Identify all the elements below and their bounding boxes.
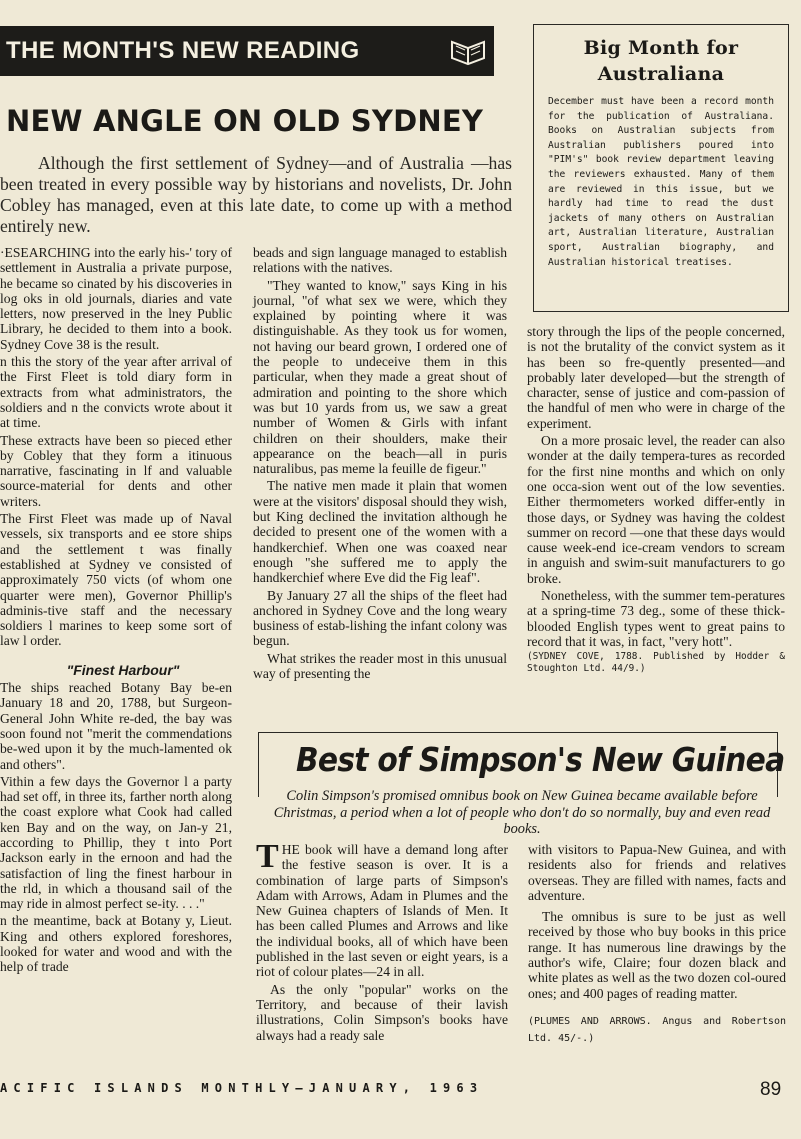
banner-title: THE MONTH'S NEW READING: [6, 37, 360, 64]
paragraph: story through the lips of the people concerned, is not the brutality of the convict system as it has been so fre-quently presented—and probably later developed—but the strength of character, sense of justice and com-passion of the handful of men who were in charge of the experiment.: [527, 324, 785, 431]
paragraph: By January 27 all the ships of the fleet had anchored in Sydney Cove and the long weary business of estab-lishing the infant colony was begun.: [253, 587, 507, 649]
paragraph: These extracts have been so pieced ether by Cobley that they form a itinuous narrative, fascinating in lf and valuable source-material for dents and other writers.: [0, 432, 232, 509]
page-number: 89: [760, 1079, 782, 1100]
paragraph: with visitors to Papua-New Guinea, and with residents also for friends and relatives overseas. They are filled with names, facts and adventure.: [528, 842, 786, 903]
paragraph: What strikes the reader most in this unusual way of presenting the: [253, 650, 507, 682]
paragraph: The ships reached Botany Bay be-en January 18 and 20, 1788, but Surgeon-General John White re-ded, the bay was soon found not "merit the commendations be-wed upon it by the much-lamented ok and others".: [0, 680, 232, 772]
book-credit: (PLUMES AND ARROWS. Angus and Robertson Ltd. 45/-.): [528, 1015, 786, 1044]
article-column-2: [253, 245, 507, 683]
article-title: Best of Simpson's New Guinea: [296, 740, 785, 779]
article-column-4: [256, 838, 508, 1045]
paragraph: Nonetheless, with the summer tem-peratures at a spring-time 73 deg., some of these thick-blooded English types went to great pains to record that it was, in fact, "very hott".: [527, 588, 785, 649]
drop-cap: T: [256, 838, 279, 875]
paragraph: n this the story of the year after arrival of the First Fleet is told diary form in extracts from what administrators, the soldiers and n the convicts wrote about it at time.: [0, 354, 232, 431]
page-footer: ACIFIC ISLANDS MONTHLY—JANUARY, 1963: [0, 1081, 484, 1095]
paragraph: The native men made it plain that women were at the visitors' disposal should they wish, but King declined the invitation although he decided to present one of the women with a handkerchief. When one was coaxed near enough "she suffered me to apply the handkerchief where Eve did the Fig leaf".: [253, 478, 507, 586]
article-column-1: [0, 245, 232, 977]
paragraph: As the only "popular" works on the Territory, and because of their lavish illustrations, Colin Simpson's books have always had a ready sale: [256, 981, 508, 1043]
article-intro: Although the first settlement of Sydney—and of Australia —has been treated in every possible way by historians and novelists, Dr. John Cobley has managed, even at this late date, to come up with a method entirely new.: [0, 153, 512, 236]
book-credit: (SYDNEY COVE, 1788. Published by Hodder & Stoughton Ltd. 44/9.): [527, 651, 785, 675]
book-icon: [448, 36, 488, 66]
paragraph-text: HE book will have a demand long after the festive season is over. It is a combination of large parts of Simpson's Adam with Arrows, Adam in Plumes and the New Guinea chapters of Islands of Men. It has been called Plumes and Arrows and like the individual books, all of which have been published in the last seven or eight years, is a riot of colour plates—24 in all.: [256, 842, 508, 980]
article-headline: NEW ANGLE ON OLD SYDNEY: [6, 104, 484, 138]
subheading: "Finest Harbour": [66, 661, 180, 678]
paragraph: n the meantime, back at Botany y, Lieut. King and others explored foreshores, looked for water and wood and with the help of trade: [0, 913, 232, 975]
article-column-3: [527, 324, 785, 677]
sidebar-box: [533, 24, 789, 312]
sidebar-title: Big Month for Australiana: [583, 37, 739, 85]
paragraph: The omnibus is sure to be just as well received by those who buy books in this price range. It has numerous line drawings by the author's wife, Claire; four dozen black and white plates as well as the two dozen col-oured ones; and 400 pages of reading matter.: [528, 909, 786, 1001]
paragraph: "They wanted to know," says King in his journal, "of what sex we were, which they explained by pointing where it was distinguishable. As they took us for women, not having our beard grown, I ordered one of the people to undeceive them in this particular, when they made a great shout of admiration and pointing to the shore which was but 10 yards from us, we saw a great number of Women & Girls with infant children on their shoulders, make their appearance on the beach—all in puris naturalibus, pas meme la feuille de figeur.": [253, 277, 507, 477]
paragraph: Vithin a few days the Governor l a party had set off, in three its, farther north along the coast explore what Cook had called ken Bay and on the way, on Jan-y 21, according to Phillip, they t into Port Jackson early in the ernoon and had the satisfaction of ling the finest harbour in the rld, in which a thousand sail of the may ride in almost perfect se-ity. . . .": [0, 773, 232, 912]
paragraph: The First Fleet was made up of Naval vessels, six transports and ee store ships and the settlement t was finally established at Sydney ve consisted of approximately 750 victs (of whom one quarter were men), Governor Phillip's adminis-tive staff and the necessary soldiers l marines to keep some sort of law l order.: [0, 511, 232, 649]
paragraph: beads and sign language managed to establish relations with the natives.: [253, 245, 507, 276]
article-intro: Colin Simpson's promised omnibus book on New Guinea became available before Christmas, a period when a lot of people who don't do so normally, buy and even read books.: [273, 788, 771, 837]
paragraph: ·ESEARCHING into the early his-' tory of settlement in Australia a private purpose, he became so cinated by his discoveries in log oks in old journals, diaries and vate letters, now preserved in the lney Public Library, he decided to them into a book. Sydney Cove 38 is the result.: [0, 245, 232, 352]
sidebar-text: December must have been a record month for the publication of Australiana. Books on Australian subjects from Australian publishers poured into "PIM's" book review department leaving the reviewers exhausted. Many of them are reviewed in this issue, but we hardly had time to read the dust jackets of many others on Australian art, Australian literature, Australian sport, Australian biography, and Australian historical treatises.: [548, 96, 774, 268]
article-column-5: [528, 842, 786, 1049]
paragraph: On a more prosaic level, the reader can also wonder at the daily tempera-tures as recorded for the first nine months and which on only one occa-sion went out of the low seventies. Either thermometers worked differ-ently in those days, or Sydney was having the coldest summer on record —one that these days would cause week-end ice-cream vendors to scream in anguish and swim-suit manufacturers to go broke.: [527, 433, 785, 586]
paragraph: [256, 838, 508, 980]
section-banner: [0, 26, 494, 76]
